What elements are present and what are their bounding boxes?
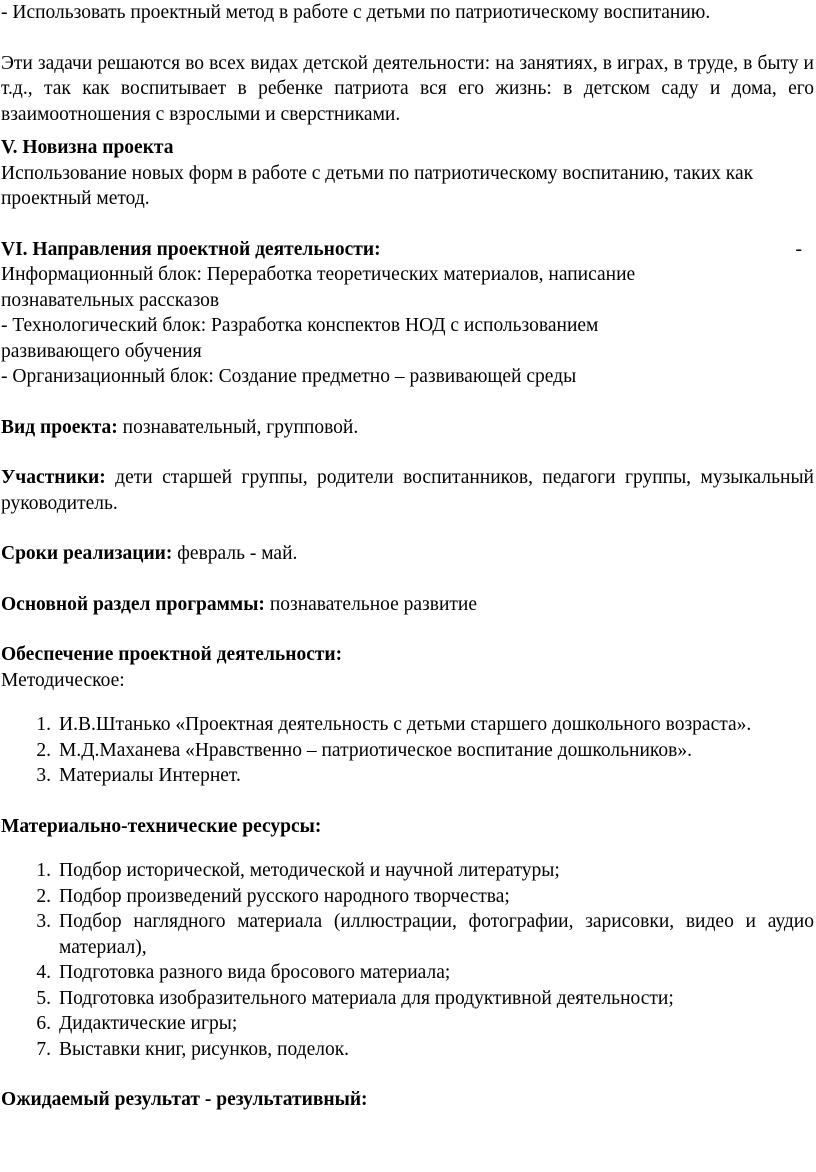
directions-dash: - [795, 238, 802, 260]
list-item: 3. Подбор наглядного материала (иллюстрации, фотографии, зарисовки, видео и аудио материал), [36, 911, 814, 958]
participants: Участники: дети старшей группы, родители воспитанников, педагоги группы, музыкальный руководитель. [1, 467, 814, 514]
tasks-paragraph: Эти задачи решаются во всех видах детской деятельности: на занятиях, в играх, в труде, в быту и т.д., так как воспитывает в ребенке патриота вся его жизнь: в детском саду и дома, его взаимоотношения с взрослыми и сверстниками. [1, 52, 814, 125]
project-type: Вид проекта: познавательный, групповой. [1, 416, 359, 438]
list-item: 1. Подбор исторической, методической и научной литературы; [36, 860, 560, 881]
list-item: 1. И.В.Штанько «Проектная деятельность с детьми старшего дошкольного возраста». [36, 714, 752, 735]
list-item: 7. Выставки книг, рисунков, поделок. [36, 1038, 350, 1060]
support-heading: Обеспечение проектной деятельности: [1, 644, 343, 665]
program-section: Основной раздел программы: познавательное развитие [1, 593, 478, 615]
directions-heading-row [1, 237, 814, 263]
list-item: 4. Подготовка разного вида бросового материала; [36, 962, 451, 983]
list-item: 6. Дидактические игры; [36, 1013, 238, 1034]
direction-item: - Технологический блок: Разработка конспектов НОД с использованием развивающего обучения [1, 315, 599, 362]
terms: Сроки реализации: февраль - май. [1, 543, 298, 564]
list-item: 3. Материалы Интернет. [36, 765, 241, 786]
resources-list [1, 858, 814, 1062]
list-item: 2. М.Д.Маханева «Нравственно – патриотическое воспитание дошкольников». [36, 739, 692, 761]
intro-line: - Использовать проектный метод в работе с детьми по патриотическому воспитанию. [1, 2, 711, 23]
direction-item: Информационный блок: Переработка теоретических материалов, написание познавательных рассказов [1, 264, 636, 311]
resources-heading: Материально-технические ресурсы: [1, 815, 322, 837]
novelty-text: Использование новых форм в работе с детьми по патриотическому воспитанию, таких как проектный метод. [1, 162, 754, 209]
directions-heading: VI. Направления проектной деятельности: [1, 238, 381, 260]
novelty-heading: V. Новизна проекта [1, 137, 174, 158]
support-subheading: Методическое: [1, 669, 125, 691]
expected-heading: Ожидаемый результат - результативный: [1, 1089, 368, 1110]
list-item: 5. Подготовка изобразительного материала для продуктивной деятельности; [36, 987, 674, 1009]
direction-item: - Организационный блок: Создание предметно – развивающей среды [1, 366, 577, 387]
methodical-list [1, 712, 814, 789]
list-item: 2. Подбор произведений русского народного творчества; [36, 885, 510, 907]
